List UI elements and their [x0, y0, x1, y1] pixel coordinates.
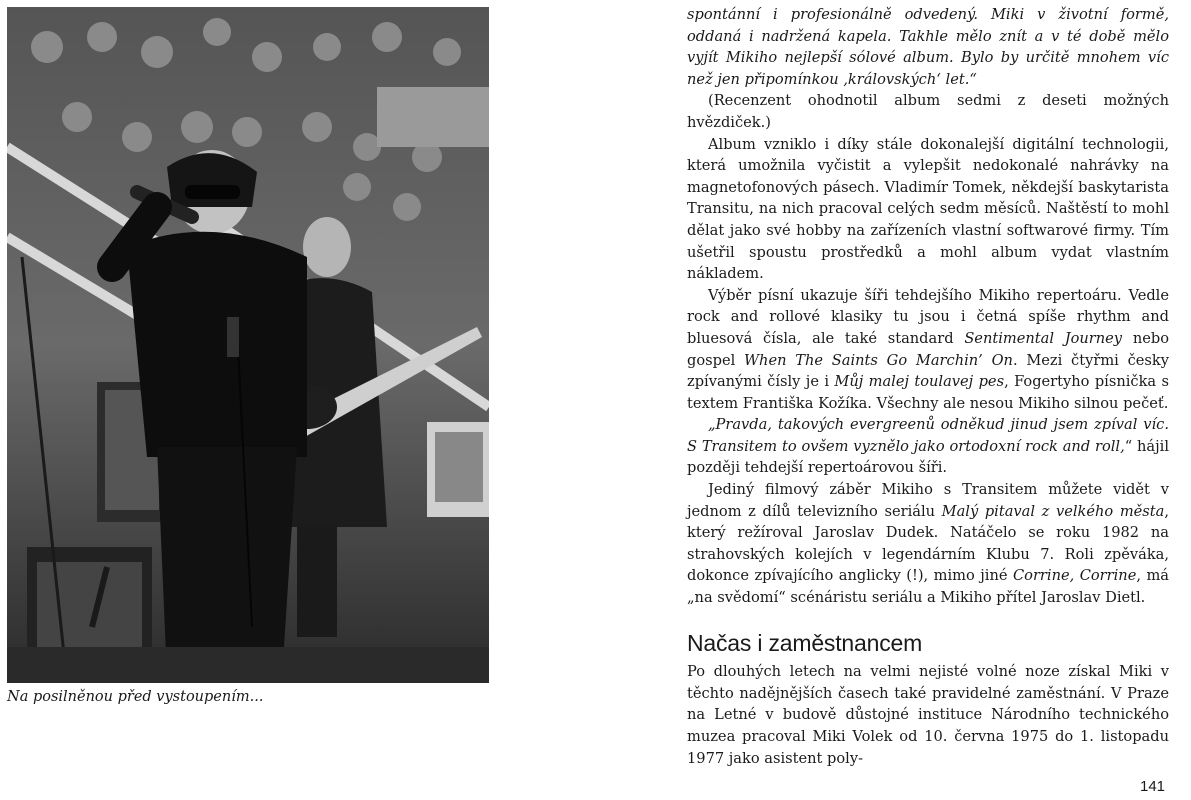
paragraph-film: Jediný filmový záběr Mikiho s Transitem můžete vidět v jednom z dílů televizního seriálu Malý pitaval z velkého města, který režíroval Jaroslav Dudek. Natáčelo se roku 1982 na strahovských kolejích v legendárním Klubu 7. Roli zpěváka, dokonce zpívajícího anglicky (!), mimo jiné Corrine, Corrine, má „na svědomí“ scénáristu seriálu a Mikiho přítel Jaroslav Dietl.	[687, 481, 1170, 607]
article-text	[687, 4, 1169, 769]
paragraph-repertoire: Výběr písní ukazuje šíři tehdejšího Mikiho repertoáru. Vedle rock and rollové klasiky tu jsou i četná spíše rhythm and bluesová čísla, ale také standard Sentimental Journey nebo gospel When The Saints Go Marchin’ On. Mezi čtyřmi česky zpívanými čísly je i Můj malej toulavej pes, Fogertyho písnička s textem Františka Kožíka. Všechny ale nesou Mikiho silnou pečeť.	[687, 286, 1169, 412]
page-number: 141	[1140, 778, 1166, 795]
paragraph-employment: Po dlouhých letech na velmi nejisté volné noze získal Miki v těchto nadějnějších časech také pravidelné zaměstnání. V Praze na Letné v budově důstojné instituce Národního technického muzea pracoval Miki Volek od 10. června 1975 do 1. listopadu 1977 jako asistent poly-	[687, 663, 1169, 767]
photo-caption: Na posilněnou před vystoupením...	[7, 689, 264, 705]
section-heading: Načas i zaměstnancem	[687, 629, 923, 656]
paragraph-review-note: (Recenzent ohodnotil album sedmi z deseti možných hvězdiček.)	[687, 92, 1169, 131]
paragraph-quote-2: „Pravda, takových evergreenů odněkud jinud jsem zpíval víc. S Transitem to ovšem vyznělo jako ortodoxní rock and roll,“ hájil později tehdejší repertoárovou šíři.	[687, 416, 1169, 477]
concert-photo	[7, 7, 489, 683]
paragraph-quote: spontánní i profesionálně odvedený. Miki v životní formě, oddaná i nadržená kapela. Takhle mělo znít a v té době mělo vyjít Mikiho nejlepší sólové album. Bylo by určitě mnohem víc než jen připomínkou ‚královských‘ let.“	[687, 6, 1169, 88]
paragraph-album: Album vzniklo i díky stále dokonalejší digitální technologii, která umožnila vyčistit a vylepšit nedokonalé nahrávky na magnetofonových pásech. Vladimír Tomek, někdejší baskytarista Transitu, na nich pracoval celých sedm měsíců. Naštěstí to mohl dělat jako své hobby na zařízeních vlastní softwarové firmy. Tím ušetřil spoustu prostředků a mohl album vydat vlastním nákladem.	[687, 135, 1169, 283]
